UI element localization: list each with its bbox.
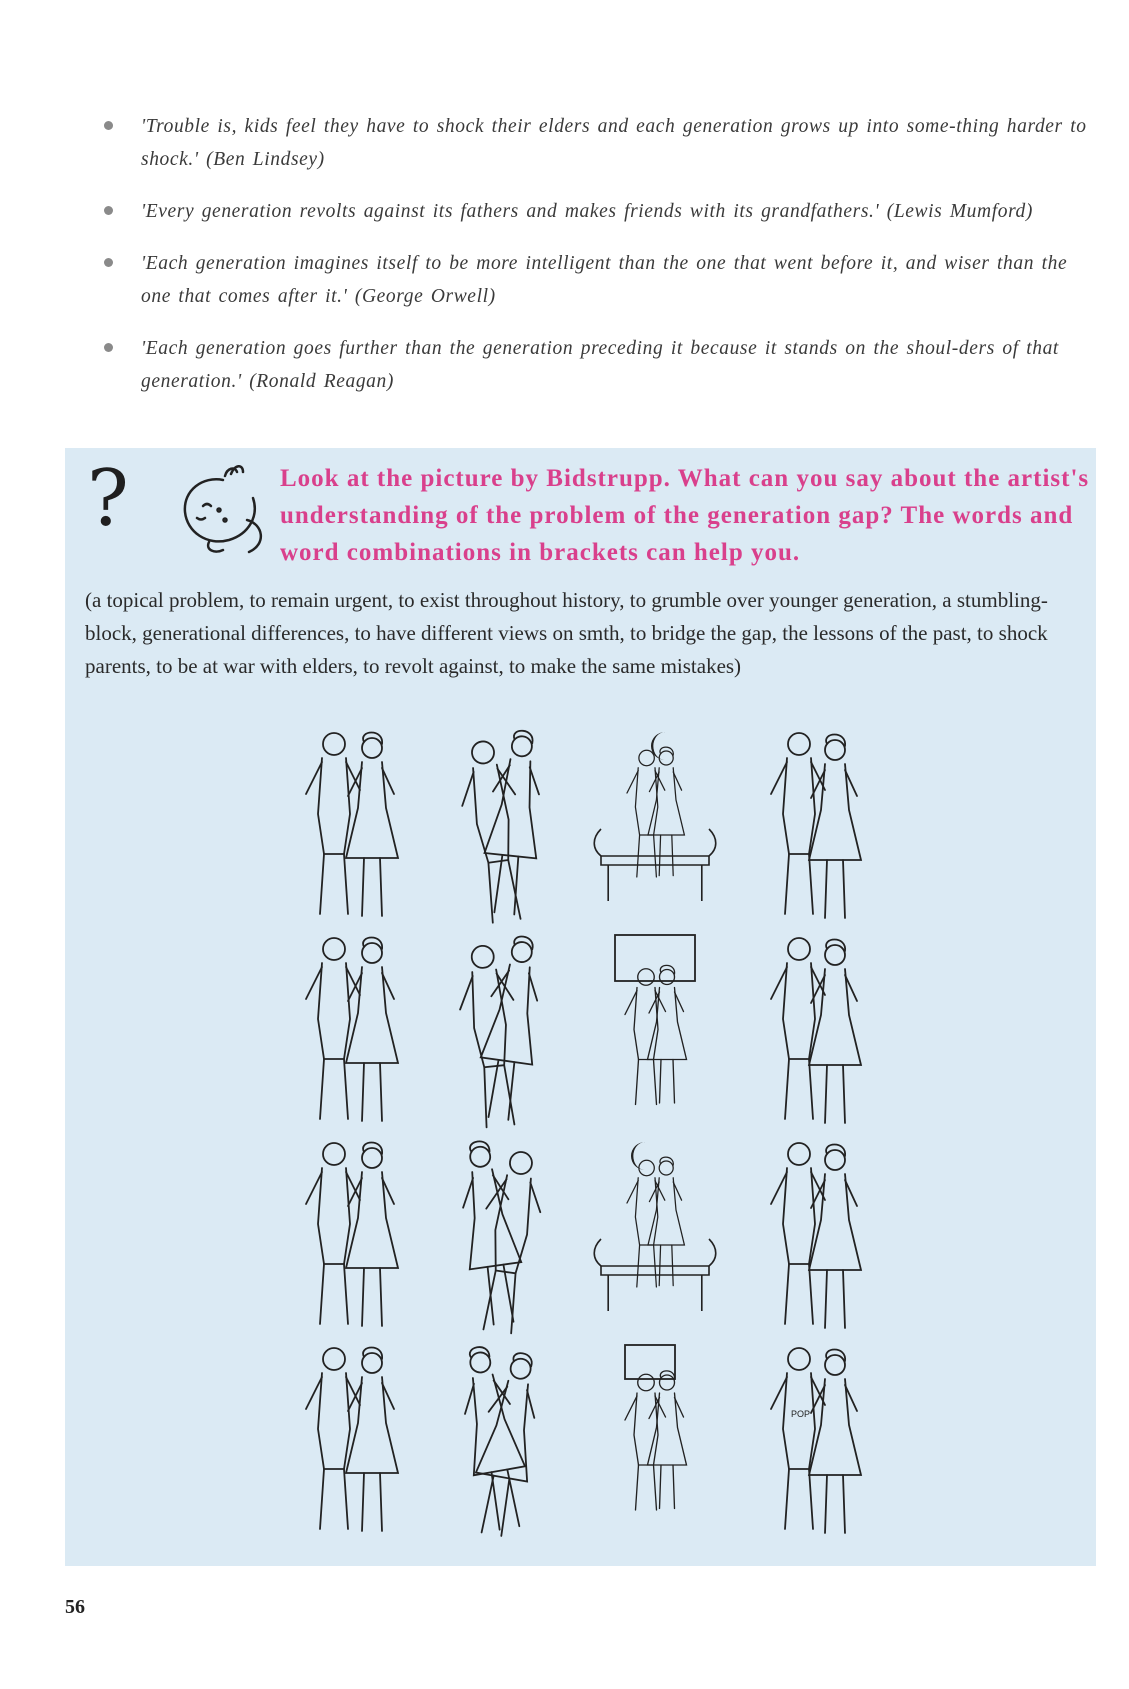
quote-item [97, 195, 1097, 228]
scene-flirting [306, 1143, 398, 1327]
scene-dancing [454, 933, 550, 1129]
quotes-list [97, 110, 1097, 417]
scene-dancing [454, 728, 550, 925]
quote-item [97, 332, 1097, 398]
scene-flirting [306, 1348, 398, 1532]
scene-bench [594, 1142, 716, 1311]
scene-bench [594, 732, 716, 901]
scene-flirting [306, 938, 398, 1122]
cartoon-row [306, 728, 861, 925]
scene-armchair [625, 1345, 687, 1510]
quote-text: 'Every generation revolts against its fathers and makes friends with its grandfathers.' (Lewis Mumford) [141, 201, 1033, 222]
bullet-icon [104, 343, 113, 352]
bidstrupp-cartoon [295, 720, 935, 1550]
bullet-icon [104, 206, 113, 215]
pop-label: POP [791, 1409, 811, 1419]
scene-dancing [452, 1138, 548, 1335]
quote-text: 'Each generation goes further than the generation preceding it because it stands on the shoul-ders of that generation.' (Ronald Reagan) [141, 338, 1059, 392]
task-box [65, 448, 1096, 1566]
scene-baby [771, 938, 861, 1123]
scene-baby [771, 733, 861, 918]
cartoon-row [306, 933, 861, 1129]
scene-baby [771, 1348, 861, 1533]
task-hints: (a topical problem, to remain urgent, to exist throughout history, to grumble over younger generation, a stumbling-block, generational differences, to have different views on smth, to bridge the gap, the lessons of the past, to shock parents, to be at war with elders, to revolt against, to make the same mistakes) [85, 588, 1048, 678]
quote-text: 'Each generation imagines itself to be more intelligent than the one that went before it, and wiser than the one that comes after it.' (George Orwell) [141, 253, 1068, 307]
bullet-icon [104, 121, 113, 130]
question-mark-icon: ? [87, 454, 129, 544]
scene-armchair [615, 935, 695, 1105]
cartoon-illustration [295, 720, 935, 1550]
page-number: 56 [65, 1596, 85, 1618]
scene-dancing [452, 1343, 549, 1539]
quote-text: 'Trouble is, kids feel they have to shock their elders and each generation grows up into some-thing harder to shock.' (Ben Lindsey) [141, 116, 1087, 170]
bullet-icon [104, 258, 113, 267]
scene-flirting [306, 733, 398, 917]
cartoon-row [306, 1138, 861, 1335]
scene-baby [771, 1143, 861, 1328]
quote-item [97, 110, 1097, 176]
quote-item [97, 247, 1097, 313]
cartoon-row [306, 1343, 861, 1539]
thinking-baby-icon [163, 460, 273, 556]
task-instruction: Look at the picture by Bidstrupp. What can you say about the artist's understanding of the problem of the generation gap? The words and word combinations in brackets can help you. [280, 465, 1090, 566]
